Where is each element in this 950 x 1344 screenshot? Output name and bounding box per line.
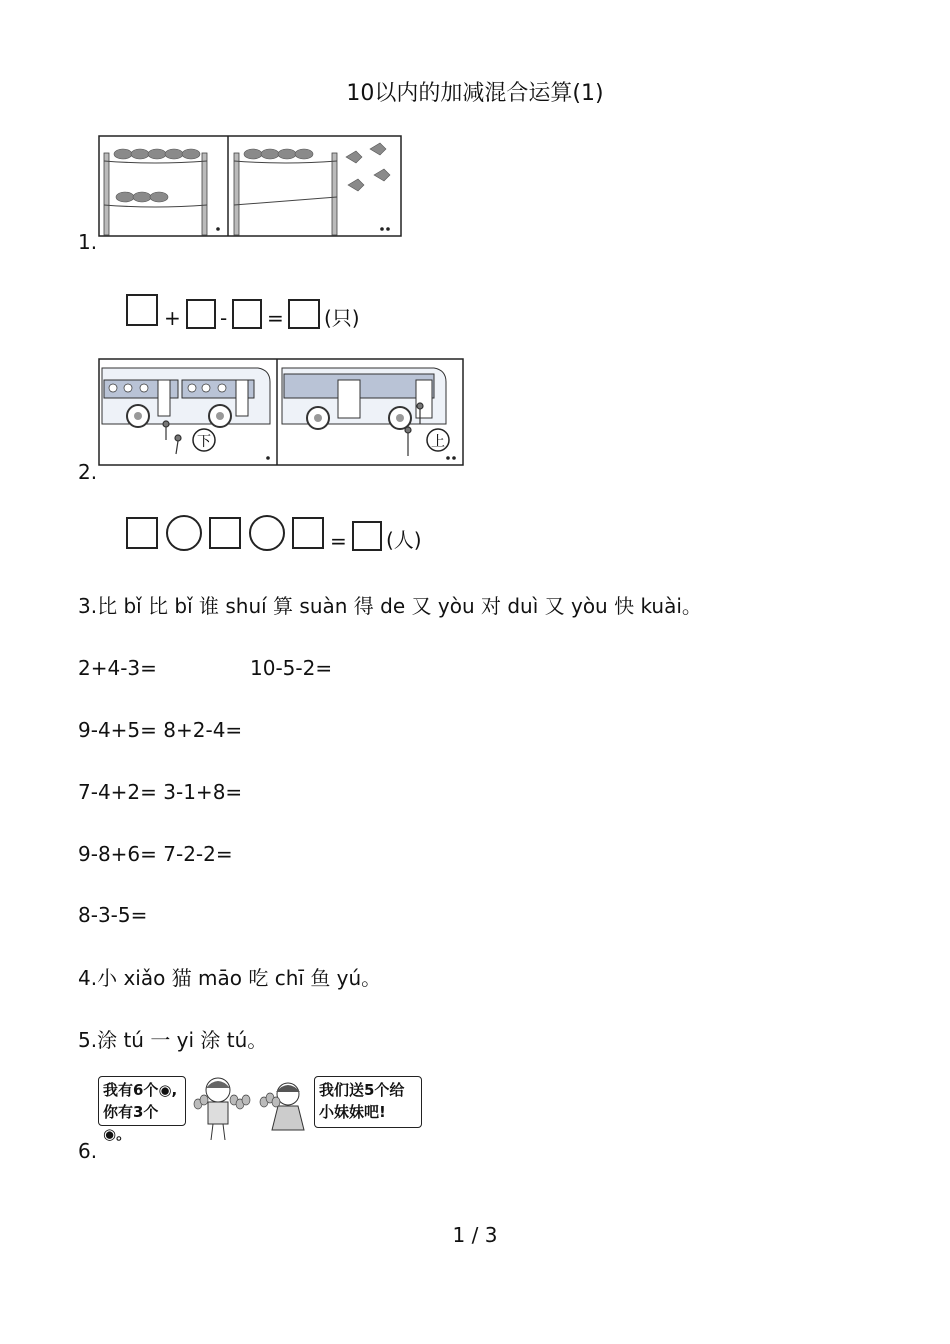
speech-bubble-right	[314, 1076, 422, 1128]
equals-sign: =	[267, 306, 284, 330]
answer-box[interactable]	[186, 299, 216, 329]
answer-box[interactable]	[352, 521, 382, 551]
balloon-icon: ◉	[103, 1125, 117, 1143]
bubble-line: 我们送5个给	[319, 1081, 405, 1099]
minus-sign: -	[220, 306, 228, 330]
speech-bubble-left	[98, 1076, 186, 1143]
operator-circle[interactable]	[249, 515, 285, 551]
equation-row: 7-4+2= 3-1+8=	[78, 780, 243, 804]
unit-label: (只)	[324, 306, 360, 330]
bubble-line: 小妹妹吧!	[319, 1103, 386, 1121]
off-label: 下	[197, 434, 211, 450]
bus-picture	[98, 358, 464, 466]
answer-box[interactable]	[126, 517, 158, 549]
question-5: 5.涂 tú 一 yi 涂 tú。	[78, 1028, 268, 1052]
balloon-icon: ◉	[158, 1081, 172, 1099]
page-title: 10以内的加减混合运算(1)	[346, 81, 604, 106]
answer-box[interactable]	[292, 517, 324, 549]
equation-row: 9-8+6= 7-2-2=	[78, 842, 233, 866]
question-2-number: 2.	[78, 460, 98, 484]
question-4: 4.小 xiǎo 猫 māo 吃 chī 鱼 yú。	[78, 966, 382, 990]
on-label: 上	[431, 434, 445, 450]
answer-box[interactable]	[232, 299, 262, 329]
answer-box[interactable]	[288, 299, 320, 329]
question-3-instruction: 3.比 bǐ 比 bǐ 谁 shuí 算 suàn 得 de 又 yòu 对 duì 又 yòu 快 kuài。	[78, 594, 702, 618]
balloons-picture	[98, 1074, 422, 1143]
question-6-number: 6.	[78, 1139, 98, 1163]
operator-circle[interactable]	[166, 515, 202, 551]
bubble-line: 我有6个◉,	[103, 1081, 178, 1099]
answer-box[interactable]	[126, 294, 158, 326]
answer-box[interactable]	[209, 517, 241, 549]
equation: 10-5-2=	[250, 656, 333, 680]
birds-picture	[98, 135, 402, 237]
page-number: 1 / 3	[452, 1223, 498, 1247]
plus-sign: +	[164, 306, 181, 330]
bubble-line: 你有3个◉。	[103, 1103, 159, 1143]
equals-sign: =	[330, 529, 347, 553]
question-1-number: 1.	[78, 230, 98, 254]
unit-label: (人)	[386, 528, 422, 552]
equation-row: 8-3-5=	[78, 903, 148, 927]
equation-row: 9-4+5= 8+2-4=	[78, 718, 243, 742]
equation: 2+4-3=	[78, 656, 157, 680]
boy-girl-illustration	[188, 1074, 318, 1142]
